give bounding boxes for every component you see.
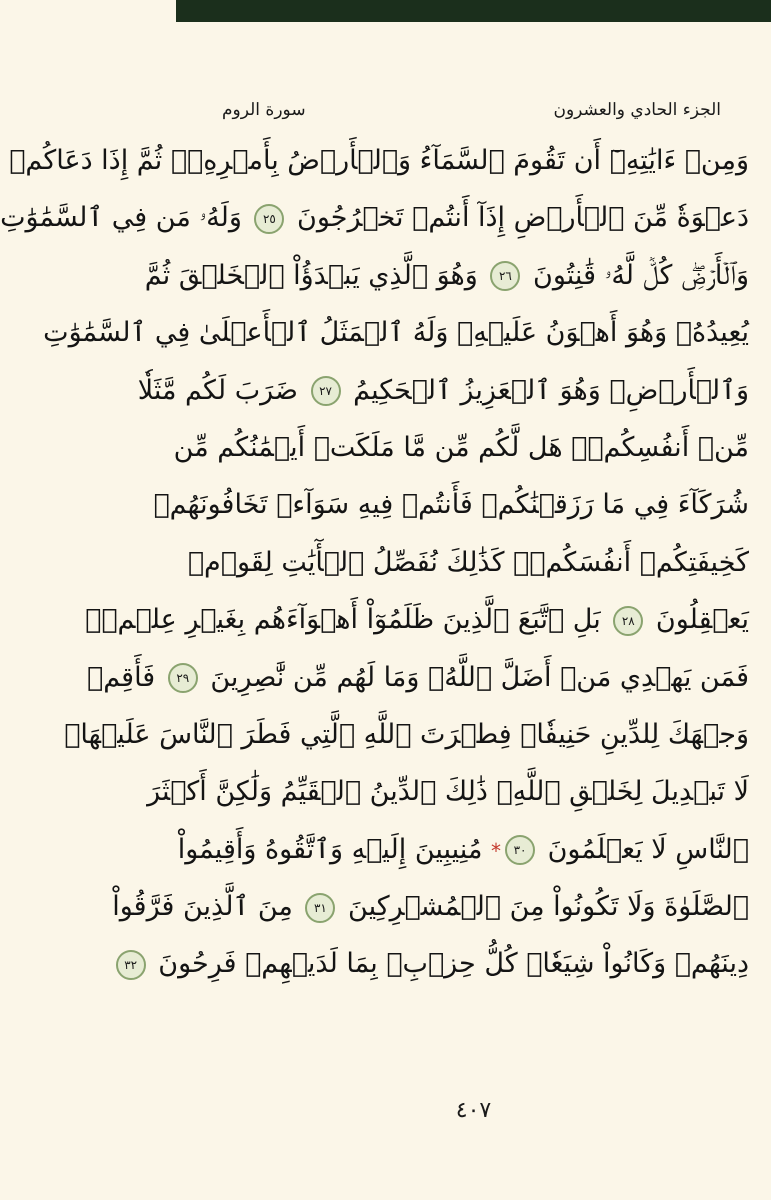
text-line xyxy=(147,763,749,820)
text-line xyxy=(64,706,749,763)
text-line xyxy=(187,534,749,591)
verse-text: يَعۡقِلُونَ xyxy=(647,604,749,636)
ayah-number-marker: ٣١ xyxy=(305,893,335,923)
surah-label: سورة الروم xyxy=(222,100,306,120)
ayah-number-marker: ٢٨ xyxy=(613,606,643,636)
text-line xyxy=(9,132,749,189)
verse-text: وَٱلۡأَرۡضِۖ كُلّٞ لَّهُۥ قَٰنِتُونَ xyxy=(524,259,749,291)
text-line xyxy=(144,247,749,304)
ayah-number-marker: ٣٢ xyxy=(116,950,146,980)
ayah-number-marker: ٢٩ xyxy=(168,663,198,693)
verse-text: مُنِيبِينَ إِلَيۡهِ وَٱتَّقُوهُ وَأَقِيمُواْ xyxy=(177,833,492,865)
text-line xyxy=(137,362,749,419)
verse-text: وَجۡهَكَ لِلدِّينِ حَنِيفٗاۚ فِطۡرَتَ ٱللَّهِ ٱلَّتِي فَطَرَ ٱلنَّاسَ عَلَيۡهَاۚ xyxy=(64,718,749,750)
quran-text-body xyxy=(0,132,749,993)
verse-text: شُرَكَآءَ فِي مَا رَزَقۡنَٰكُمۡ فَأَنتُمۡ فِيهِ سَوَآءٞ تَخَافُونَهُمۡ xyxy=(153,489,749,521)
verse-text: ٱلنَّاسِ لَا يَعۡلَمُونَ xyxy=(539,833,749,865)
verse-text: بَلِ ٱتَّبَعَ ٱلَّذِينَ ظَلَمُوٓاْ أَهۡوَآءَهُم بِغَيۡرِ عِلۡمٖۖ xyxy=(85,604,610,636)
verse-text: فَمَن يَهۡدِي مَنۡ أَضَلَّ ٱللَّهُۖ وَمَا لَهُم مِّن نَّٰصِرِينَ xyxy=(201,661,749,693)
verse-text: مِّنۡ أَنفُسِكُمۡۖ هَل لَّكُم مِّن مَّا مَلَكَتۡ أَيۡمَٰنُكُم مِّن xyxy=(173,431,749,463)
verse-text: دِينَهُمۡ وَكَانُواْ شِيَعٗاۖ كُلُّ حِزۡبِۭ بِمَا لَدَيۡهِمۡ فَرِحُونَ xyxy=(149,948,749,980)
text-line xyxy=(0,189,749,246)
verse-text: ٱلصَّلَوٰةَ وَلَا تَكُونُواْ مِنَ ٱلۡمُشۡرِكِينَ xyxy=(339,891,749,923)
verse-text: كَخِيفَتِكُمۡ أَنفُسَكُمۡۚ كَذَٰلِكَ نُفَصِّلُ ٱلۡأٓيَٰتِ لِقَوۡمٖ xyxy=(187,546,749,578)
page-header xyxy=(176,100,771,130)
top-bar xyxy=(176,0,771,22)
text-line xyxy=(173,419,749,476)
verse-text: وَٱلۡأَرۡضِۚ وَهُوَ ٱلۡعَزِيزُ ٱلۡحَكِيمُ xyxy=(344,374,749,406)
text-line xyxy=(85,591,749,648)
text-line xyxy=(124,935,749,992)
ayah-number-marker: ٣٠ xyxy=(505,835,535,865)
page-number: ٤٠٧ xyxy=(455,1098,492,1123)
verse-text: ضَرَبَ لَكُم مَّثَلٗا xyxy=(137,374,307,406)
verse-text: وَمِنۡ ءَايَٰتِهِۦٓ أَن تَقُومَ ٱلسَّمَآءُ وَٱلۡأَرۡضُ بِأَمۡرِهِۦۚ ثُمَّ إِذَا دَعَاكُمۡ xyxy=(9,145,749,176)
text-line xyxy=(43,304,749,361)
verse-text: وَهُوَ ٱلَّذِي يَبۡدَؤُاْ ٱلۡخَلۡقَ ثُمَّ xyxy=(144,259,487,291)
verse-text: دَعۡوَةٗ مِّنَ ٱلۡأَرۡضِ إِذَآ أَنتُمۡ تَخۡرُجُونَ xyxy=(288,202,749,234)
verse-text: لَا تَبۡدِيلَ لِخَلۡقِ ٱللَّهِۚ ذَٰلِكَ ٱلدِّينُ ٱلۡقَيِّمُ وَلَٰكِنَّ أَكۡثَرَ xyxy=(147,776,749,808)
text-line xyxy=(153,476,749,533)
verse-text: يُعِيدُهُۥ وَهُوَ أَهۡوَنُ عَلَيۡهِۚ وَلَهُ ٱلۡمَثَلُ ٱلۡأَعۡلَىٰ فِي ٱلسَّمَٰوَٰتِ xyxy=(43,317,749,349)
hizb-star-icon: * xyxy=(491,838,502,863)
juz-label: الجزء الحادي والعشرون xyxy=(553,100,721,120)
text-line xyxy=(87,649,749,706)
verse-text: فَأَقِمۡ xyxy=(87,661,164,693)
ayah-number-marker: ٢٧ xyxy=(311,376,341,406)
ayah-number-marker: ٢٦ xyxy=(490,261,520,291)
text-line xyxy=(112,878,749,935)
text-line xyxy=(177,821,749,878)
ayah-number-marker: ٢٥ xyxy=(254,204,284,234)
verse-text: مِنَ ٱلَّذِينَ فَرَّقُواْ xyxy=(112,891,302,923)
verse-text: وَلَهُۥ مَن فِي ٱلسَّمَٰوَٰتِ xyxy=(0,202,251,234)
